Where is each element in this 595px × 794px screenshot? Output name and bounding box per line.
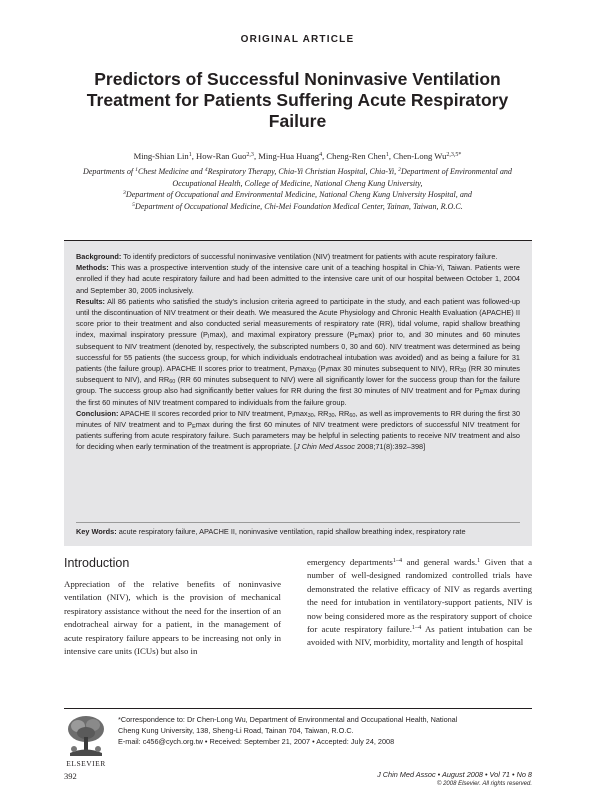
author-name: Chen-Long Wu xyxy=(393,151,447,161)
page-number: 392 xyxy=(64,771,77,781)
copyright-notice: © 2008 Elsevier. All rights reserved. xyxy=(436,781,532,787)
keywords-divider xyxy=(76,522,520,523)
body-column-right: emergency departments$^{1-4}$ and general wards.$^1$ Given that a number of well-designed randomized controlled trials have demonstrated the relative efficacy of NIV as regards averting the need for intubation in ventilatory-support patients, NIV is now being considered more as the respiratory support of choice for acute respiratory failure.$^{1-4}$ As patient intubation can be avoided with NIV, morbidity, mortality and length of hospital xyxy=(307,557,532,648)
abstract-conclusion: Conclusion: APACHE II scores recorded prior to NIV treatment, $P_I\max_{30}$, $RR_{30}$, $RR_{60}$, as well as improvements to RR during the first 30 minutes of NIV treatment and to $P_E\max$ during the first 60 minutes of NIV treatment were predictors of successful NIV treatment for patients suffering from acute respiratory failure. Such parameters may be helpful in selecting patients to receive NIV treatment and also for deciding when early termination of the treatment is appropriate. [J Chin Med Assoc 2008;71(8):392–398] xyxy=(76,408,521,452)
article-title: Predictors of Successful Noninvasive Ventilation Treatment for Patients Suffering Acute Respiratory Failure xyxy=(86,69,509,131)
keywords: Key Words: acute respiratory failure, APACHE II, noninvasive ventilation, rapid shallow breathing index, respiratory rate xyxy=(76,527,466,536)
article-type-label: ORIGINAL ARTICLE xyxy=(240,34,355,45)
abstract xyxy=(76,251,520,453)
section-heading-introduction: Introduction xyxy=(64,556,130,570)
correspondence-note: *Correspondence to: Dr Chen-Long Wu, Department of Environmental and Occupational Health, National Cheng Kung University, 138, Sheng-Li Road, Tainan 704, Taiwan, R.O.C. E-mail: c456@cych.org.tw • Received: September 21, 2007 • Accepted: July 24, 2008 xyxy=(118,715,458,747)
abstract-results: Results: All 86 patients who satisfied the study's inclusion criteria agreed to participate in the study, and each patient was followed-up until the discontinuation of NIV treatment or their death. We measured the Acute Physiology and Chronic Health Evaluation (APACHE) II score prior to their treatment and also conducted serial measurements of respiratory rate (RR), tidal volume, rapid shallow breathing index, maximal inspiratory pressure $(P_I\max)$, and maximal expiratory pressure $(P_E\max)$ prior to, and 30 minutes and 60 minutes subsequent to NIV treatment (denoted by, respectively, the subscripted numbers 0, 30 and 60). NIV treatment was determined as being successful for 55 patients (the success group, for which individuals endotracheal intubation was avoided) and as being a failure for 31 patients (the failure group). APACHE II scores prior to treatment, $P_I\max_{30}$ ($P_I\max$ 30 minutes subsequent to NIV), $RR_{30}$ (RR 30 minutes subsequent to NIV), and $RR_{60}$ (RR 60 minutes subsequent to NIV) were all significantly lower for the success group than for the failure group. The success group also had significantly better values for RR during the first 30 minutes of NIV treatment and for $P_E\max$ during the first 60 minutes of NIV treatment compared to individuals from the failure group. xyxy=(76,296,521,407)
author-name: Ming-Shian Lin xyxy=(133,151,189,161)
author-list: Ming-Shian Lin$^1$, How-Ran Guo$^{2,3}$, Ming-Hua Huang$^4$, Cheng-Ren Chen$^1$, Chen-Long $Wu^{2,3,5*}$ xyxy=(133,151,462,161)
author-name: How-Ran Guo xyxy=(196,151,247,161)
author-name: Cheng-Ren Chen xyxy=(326,151,386,161)
body-column-left: Appreciation of the relative benefits of noninvasive ventilation (NIV), which is the provision of mechanical respiratory assistance without the need for the insertion of an endotracheal airway for a patient, in the management of acute respiratory failure appears to be increasing not only in intensive care units (ICUs) but also in xyxy=(64,579,281,657)
elsevier-tree-logo xyxy=(64,713,108,757)
footer-divider xyxy=(64,708,532,709)
abstract-methods: Methods: This was a prospective intervention study of the intensive care unit of a teaching hospital in Chia-Yi, Taiwan. Patients were enrolled if they had acute respiratory failure and had been admitted to the intensive care unit of our hospital between October 1, 2004 and September 30, 2005 inclusively. xyxy=(76,263,520,295)
affiliations: Departments of $^1$Chest Medicine and $^4$Respiratory Therapy, Chia-Yi Christian Hospital, Chia-Yi, $^2$Department of Environmental and Occupational Health, College of Medicine, National Cheng Kung University, $^3$Department of Occupational and Environmental Medicine, National Cheng Kung University Hospital, and $^5$Department of Occupational Medicine, Chi-Mei Foundation Medical Center, Tainan, Taiwan, R.O.C. xyxy=(83,167,512,211)
journal-citation: J Chin Med Assoc • August 2008 • Vol 71 • No 8 xyxy=(377,770,532,779)
abstract-box xyxy=(64,240,532,546)
author-name: Ming-Hua Huang xyxy=(258,151,320,161)
abstract-background: Background: To identify predictors of successful noninvasive ventilation (NIV) treatment for patients with acute respiratory failure. xyxy=(76,252,498,261)
publisher-name: ELSEVIER xyxy=(66,759,106,768)
